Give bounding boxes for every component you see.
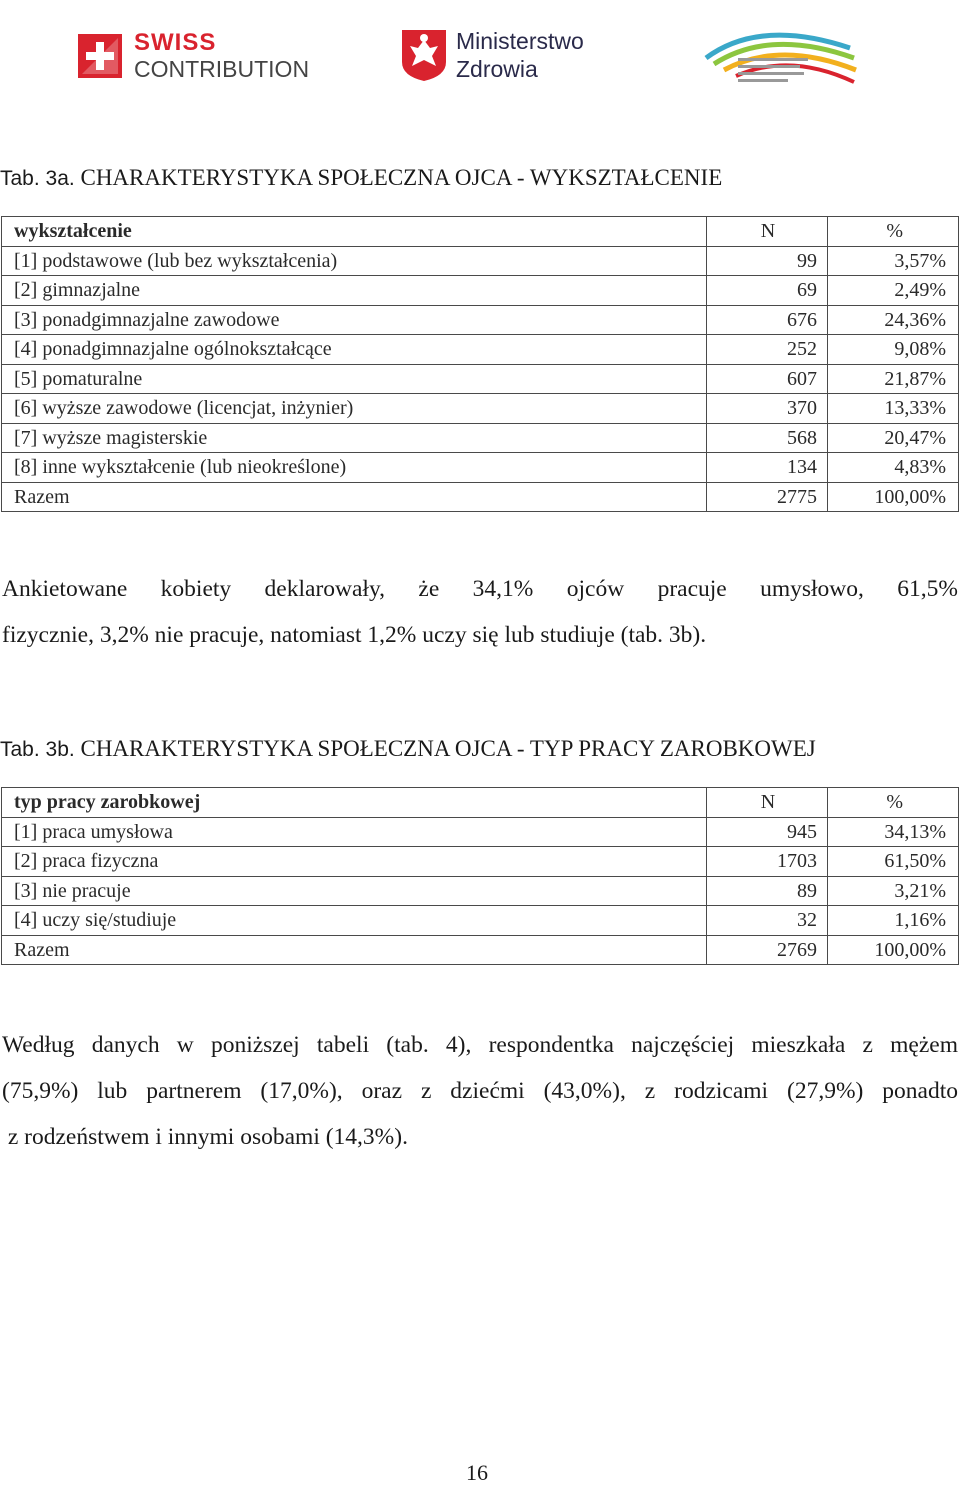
- row-pct: 100,00%: [828, 482, 959, 512]
- row-pct: 3,57%: [828, 246, 959, 276]
- table-header-row: [2, 217, 959, 247]
- program-swoosh-logo: [700, 18, 860, 98]
- column-header-label: wykształcenie: [2, 217, 707, 247]
- row-n: 370: [707, 394, 828, 424]
- row-pct: 3,21%: [828, 876, 959, 906]
- row-label: [3] nie pracuje: [2, 876, 707, 906]
- row-label: [1] praca umysłowa: [2, 817, 707, 847]
- row-n: 134: [707, 453, 828, 483]
- table-row: [2, 847, 959, 877]
- paragraph-line: (75,9%) lub partnerem (17,0%), oraz z dziećmi (43,0%), z rodzicami (27,9%) ponadto: [2, 1078, 958, 1104]
- row-label: [4] ponadgimnazjalne ogólnokształcące: [2, 335, 707, 365]
- swiss-logo-line2: CONTRIBUTION: [134, 56, 310, 82]
- row-label: [2] gimnazjalne: [2, 276, 707, 306]
- row-label: [5] pomaturalne: [2, 364, 707, 394]
- row-pct: 13,33%: [828, 394, 959, 424]
- row-label: Razem: [2, 482, 707, 512]
- ministry-logo-line2: Zdrowia: [456, 56, 538, 82]
- row-n: 607: [707, 364, 828, 394]
- paragraph-line: z rodzeństwem i innymi osobami (14,3%).: [2, 1124, 408, 1150]
- row-pct: 61,50%: [828, 847, 959, 877]
- polish-eagle-emblem-icon: [400, 28, 448, 82]
- column-header-pct: %: [828, 217, 959, 247]
- row-n: 69: [707, 276, 828, 306]
- table-row: [2, 423, 959, 453]
- table-3a-caption-lead: Tab. 3a.: [0, 167, 75, 190]
- row-pct: 100,00%: [828, 935, 959, 965]
- swiss-contribution-logo: [78, 29, 310, 82]
- column-header-n: N: [707, 217, 828, 247]
- table-3b-caption: [0, 736, 816, 762]
- table-total-row: [2, 935, 959, 965]
- table-row: [2, 906, 959, 936]
- row-pct: 20,47%: [828, 423, 959, 453]
- page-header: [0, 0, 960, 110]
- column-header-pct: %: [828, 788, 959, 818]
- row-pct: 2,49%: [828, 276, 959, 306]
- table-header-row: [2, 788, 959, 818]
- swiss-cross-icon: [78, 34, 122, 78]
- row-n: 32: [707, 906, 828, 936]
- row-pct: 21,87%: [828, 364, 959, 394]
- column-header-label: typ pracy zarobkowej: [2, 788, 707, 818]
- table-3a-caption-title: CHARAKTERYSTYKA SPOŁECZNA OJCA - WYKSZTAŁCENIE: [80, 165, 723, 190]
- ministry-of-health-logo: [400, 28, 600, 88]
- table-3b: [1, 787, 959, 965]
- row-pct: 9,08%: [828, 335, 959, 365]
- table-3b-caption-lead: Tab. 3b.: [0, 738, 75, 761]
- row-n: 89: [707, 876, 828, 906]
- paragraph-living-arrangements: [2, 1022, 958, 1160]
- row-label: [3] ponadgimnazjalne zawodowe: [2, 305, 707, 335]
- table-row: [2, 817, 959, 847]
- table-row: [2, 276, 959, 306]
- table-row: [2, 453, 959, 483]
- row-n: 99: [707, 246, 828, 276]
- table-row: [2, 246, 959, 276]
- row-n: 568: [707, 423, 828, 453]
- table-row: [2, 305, 959, 335]
- table-row: [2, 335, 959, 365]
- page-number: 16: [466, 1460, 488, 1485]
- row-pct: 34,13%: [828, 817, 959, 847]
- table-row: [2, 876, 959, 906]
- column-header-n: N: [707, 788, 828, 818]
- row-label: [7] wyższe magisterskie: [2, 423, 707, 453]
- paragraph-line: fizycznie, 3,2% nie pracuje, natomiast 1,2% uczy się lub studiuje (tab. 3b).: [2, 622, 707, 648]
- table-3a-caption: [0, 165, 722, 191]
- row-n: 945: [707, 817, 828, 847]
- row-label: [2] praca fizyczna: [2, 847, 707, 877]
- paragraph-line: Według danych w poniższej tabeli (tab. 4), respondentka najczęściej mieszkała z mężem: [2, 1032, 958, 1058]
- table-total-row: [2, 482, 959, 512]
- table-row: [2, 394, 959, 424]
- row-n: 1703: [707, 847, 828, 877]
- swiss-logo-line1: SWISS: [134, 29, 217, 56]
- table-3b-caption-title: CHARAKTERYSTYKA SPOŁECZNA OJCA - TYP PRACY ZAROBKOWEJ: [80, 736, 816, 761]
- table-row: [2, 364, 959, 394]
- row-label: [1] podstawowe (lub bez wykształcenia): [2, 246, 707, 276]
- row-pct: 4,83%: [828, 453, 959, 483]
- row-n: 676: [707, 305, 828, 335]
- row-label: Razem: [2, 935, 707, 965]
- row-label: [4] uczy się/studiuje: [2, 906, 707, 936]
- paragraph-line: Ankietowane kobiety deklarowały, że 34,1% ojców pracuje umysłowo, 61,5%: [2, 576, 958, 602]
- row-n: 2769: [707, 935, 828, 965]
- row-n: 2775: [707, 482, 828, 512]
- table-3a: [1, 216, 959, 512]
- row-pct: 24,36%: [828, 305, 959, 335]
- paragraph-father-occupation: [2, 566, 958, 658]
- ministry-logo-line1: Ministerstwo: [456, 28, 584, 54]
- row-label: [6] wyższe zawodowe (licencjat, inżynier): [2, 394, 707, 424]
- row-label: [8] inne wykształcenie (lub nieokreślone): [2, 453, 707, 483]
- row-n: 252: [707, 335, 828, 365]
- row-pct: 1,16%: [828, 906, 959, 936]
